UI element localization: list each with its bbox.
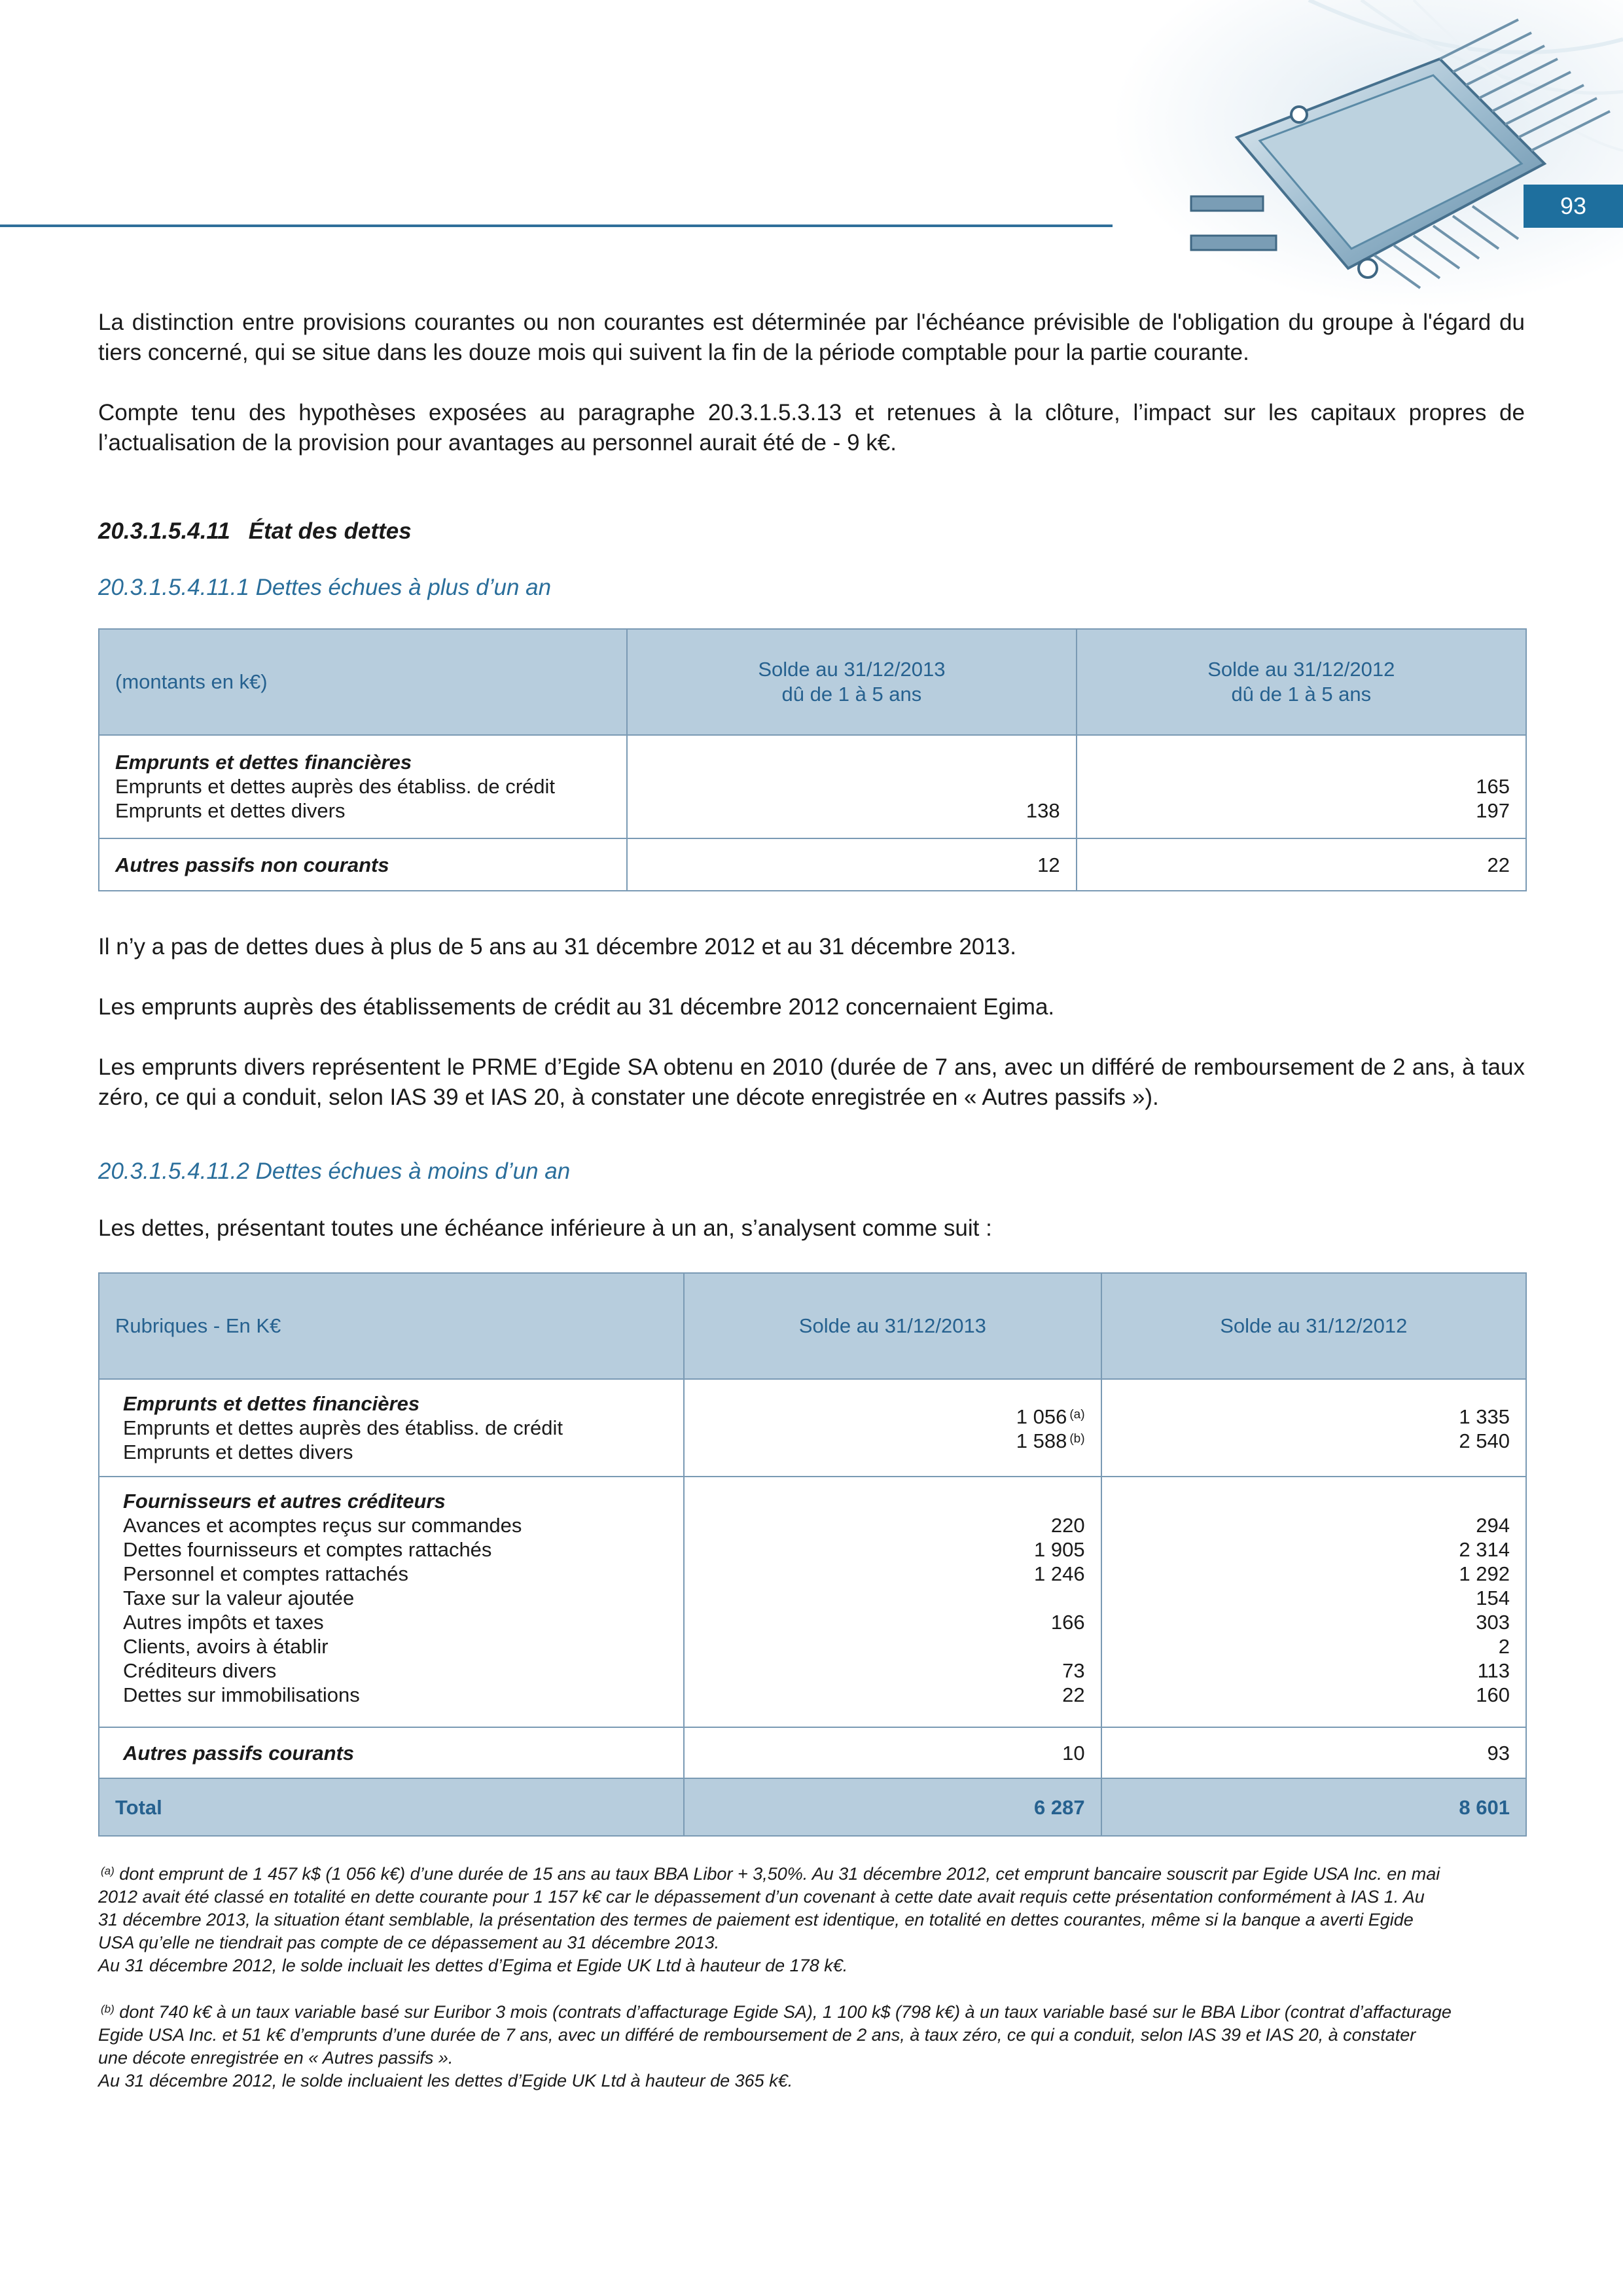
paragraph: Les emprunts auprès des établissements de crédit au 31 décembre 2012 concernaient Egima. <box>98 994 1055 1020</box>
short-term-debt-table <box>98 1272 1527 1837</box>
page-number: 93 <box>1524 185 1623 228</box>
row-label: Total <box>99 1778 684 1836</box>
value-2013: 10 <box>684 1727 1101 1778</box>
header-rule <box>0 224 1113 227</box>
table-row <box>99 1727 1526 1778</box>
footnote-b: $^{(b)}$ dont 740 k€ à un taux variable basé sur Euribor 3 mois (contrats d’affacturage Egide SA), 1 100 k$ (798 k€) à un taux variable basé sur le BBA Libor (contrat d’affacturage Egide USA Inc. et 51 k€ d’emprunts d’une durée de 7 ans, avec un différé de remboursement de 2 ans, à taux zéro, ce qui a conduit, selon IAS 39 et IAS 20, à constater une décote enregistrée en « Autres passifs ». Au 31 décembre 2012, le solde incluaient les dettes d’Egide UK Ltd à hauteur de 365 k€. <box>98 2002 1452 2090</box>
column-header: Solde au 31/12/2012 dû de 1 à 5 ans <box>1077 629 1526 735</box>
row-label: Fournisseurs et autres créditeurs Avances et acomptes reçus sur commandes Dettes fournisseurs et comptes rattachés Personnel et comptes rattachés Taxe sur la valeur ajoutée Autres impôts et taxes Clients, avoirs à établir Créditeurs divers Dettes sur immobilisations <box>99 1477 684 1727</box>
table-row <box>99 1379 1526 1477</box>
total-2013: 6 287 <box>684 1778 1101 1836</box>
row-label: Emprunts et dettes financières Emprunts et dettes auprès des établiss. de crédit Emprunts et dettes divers <box>99 1379 684 1477</box>
paragraph: Compte tenu des hypothèses exposées au paragraphe 20.3.1.5.3.13 et retenues à la clôture, l’impact sur les capitaux propres de l’actualisation de la provision pour avantages au personnel aurait été de - 9 k€. <box>98 400 1525 456</box>
column-header: Solde au 31/12/2013 dû de 1 à 5 ans <box>627 629 1076 735</box>
paragraph: Les emprunts divers représentent le PRME d’Egide SA obtenu en 2010 (durée de 7 ans, avec un différé de remboursement de 2 ans, à taux zéro, ce qui a conduit, selon IAS 39 et IAS 20, à constater une décote enregistrée en « Autres passifs »). <box>98 1054 1525 1110</box>
long-term-debt-table <box>98 628 1527 891</box>
value-2013: 220 1 905 1 246 166 73 22 <box>684 1477 1101 1727</box>
footnote-a: $^{(a)}$ dont emprunt de 1 457 k$ (1 056 k€) d’une durée de 15 ans au taux BBA Libor + 3,50%. Au 31 décembre 2012, cet emprunt bancaire souscrit par Egide USA Inc. en mai 2012 avait été classé en totalité en dette courante pour 1 157 k€ car le dépassement d’un covenant à cette date avait requis cette présentation conformément à IAS 1. Au 31 décembre 2013, la situation étant semblable, la présentation des termes de paiement est identique, en totalité en dettes courantes, même si la banque a averti Egide USA qu’elle ne tiendrait pas compte de ce dépassement au 31 décembre 2013. Au 31 décembre 2012, le solde incluait les dettes d’Egima et Egide UK Ltd à hauteur de 178 k€. <box>98 1864 1440 1975</box>
total-2012: 8 601 <box>1101 1778 1526 1836</box>
value-2012: 165 197 <box>1077 735 1526 838</box>
value-2012: 294 2 314 1 292 154 303 2 113 160 <box>1101 1477 1526 1727</box>
paragraph: Il n’y a pas de dettes dues à plus de 5 ans au 31 décembre 2012 et au 31 décembre 2013. <box>98 934 1016 960</box>
column-header: (montants en k€) <box>99 629 627 735</box>
subsection-heading: 20.3.1.5.4.11.2 Dettes échues à moins d’un an <box>98 1158 571 1184</box>
paragraph: Les dettes, présentant toutes une échéance inférieure à un an, s’analysent comme suit : <box>98 1215 992 1241</box>
column-header: Rubriques - En K€ <box>99 1273 684 1379</box>
footnote-marker: (b) <box>101 2003 115 2015</box>
footnote-marker: (a) <box>101 1865 115 1877</box>
table-row <box>99 735 1526 838</box>
subsection-heading: 20.3.1.5.4.11.1 Dettes échues à plus d’un an <box>98 575 552 600</box>
value-2013: 1 056 $^{(a)}$ 1 588 $^{(b)}$ <box>684 1379 1101 1477</box>
value-2013: 12 <box>627 838 1076 891</box>
value-2012: 1 335 2 540 <box>1101 1379 1526 1477</box>
section-title: État des dettes <box>248 518 412 544</box>
value-2012: 22 <box>1077 838 1526 891</box>
column-header: Solde au 31/12/2012 <box>1101 1273 1526 1379</box>
row-label: Emprunts et dettes financières Emprunts et dettes auprès des établiss. de crédit Emprunts et dettes divers <box>99 735 627 838</box>
table-row <box>99 838 1526 891</box>
section-number: 20.3.1.5.4.11 <box>98 518 230 544</box>
page-content <box>98 308 1525 2092</box>
table-row <box>99 1477 1526 1727</box>
footnote-marker: (b) <box>1069 1432 1085 1446</box>
column-header: Solde au 31/12/2013 <box>684 1273 1101 1379</box>
value-2013: 138 <box>627 735 1076 838</box>
component-illustration <box>1113 0 1623 308</box>
section-heading <box>98 518 1525 545</box>
footnote-marker: (a) <box>1069 1408 1085 1422</box>
row-label: Autres passifs non courants <box>99 838 627 891</box>
value-2012: 93 <box>1101 1727 1526 1778</box>
total-row <box>99 1778 1526 1836</box>
row-label: Autres passifs courants <box>99 1727 684 1778</box>
paragraph: La distinction entre provisions courantes ou non courantes est déterminée par l'échéance prévisible de l'obligation du groupe à l'égard du tiers concerné, qui se situe dans les douze mois qui suivent la fin de la période comptable pour la partie courante. <box>98 310 1525 365</box>
